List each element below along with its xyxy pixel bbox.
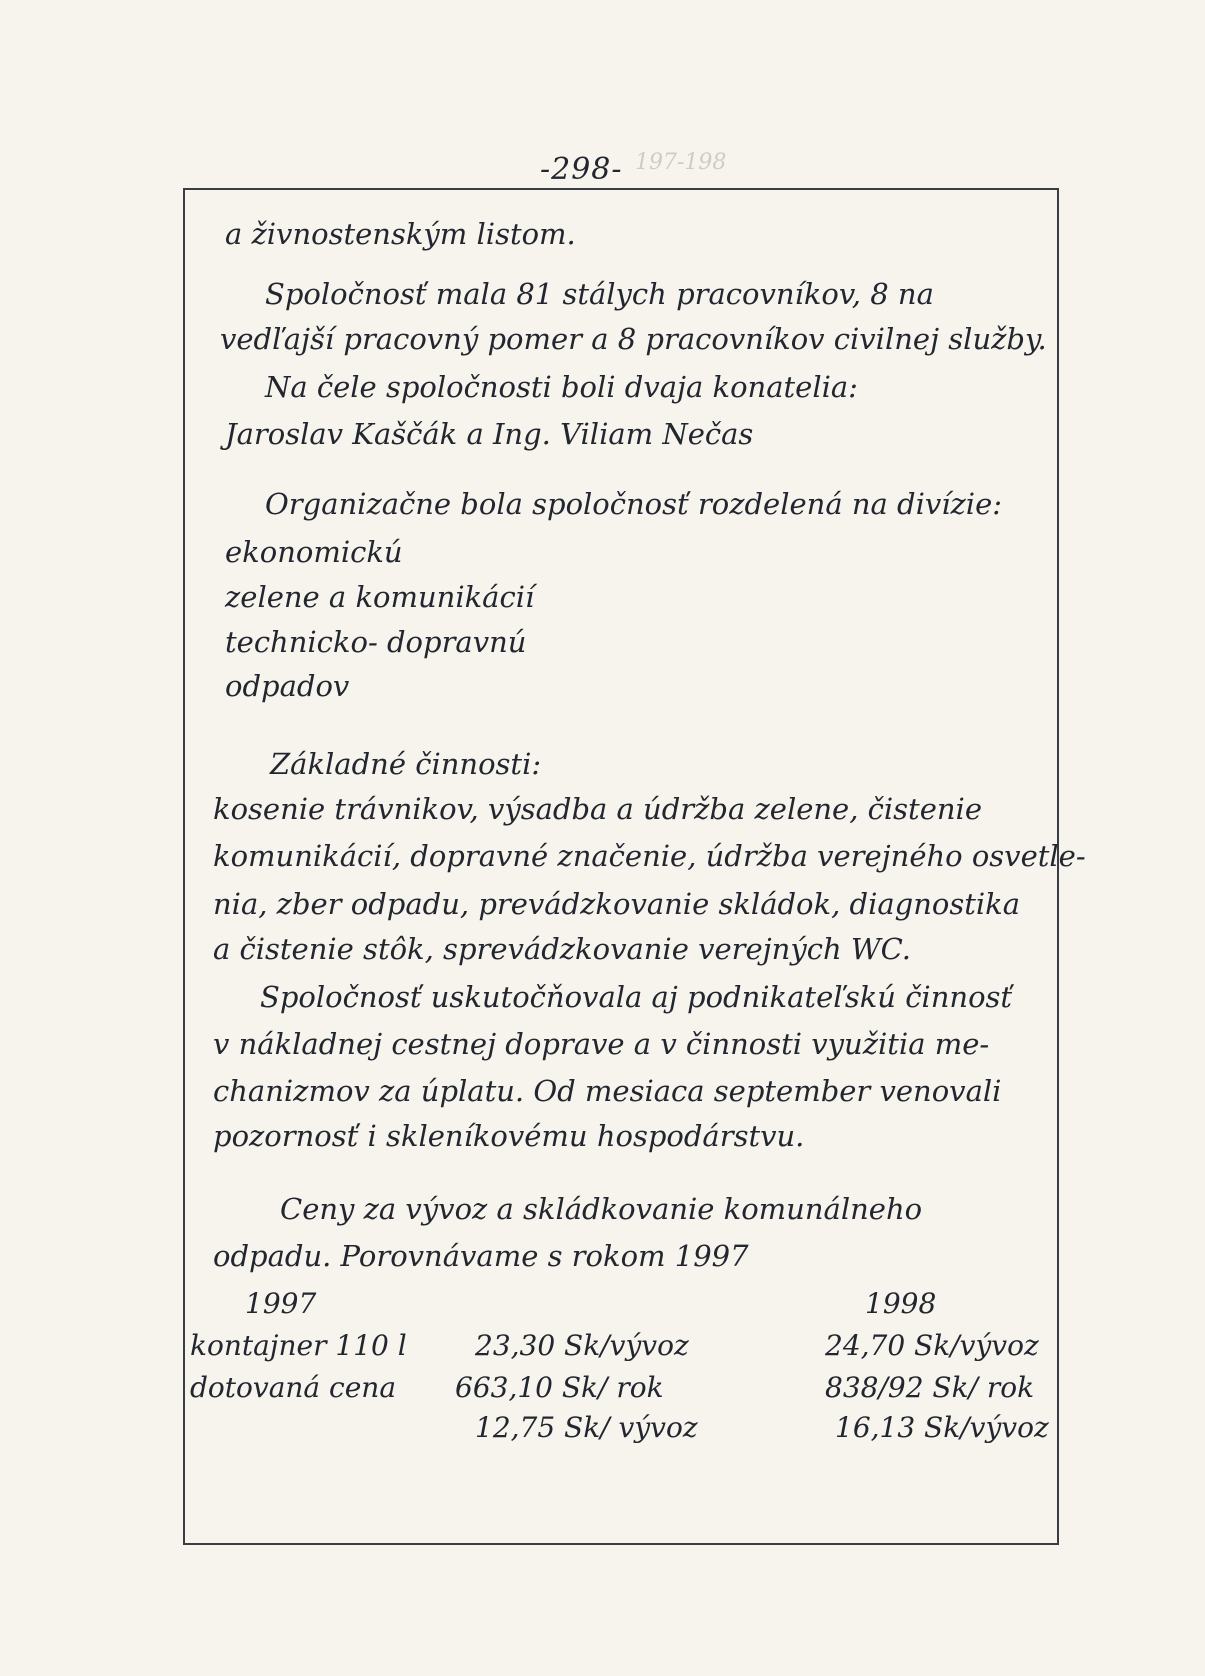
text-line: technicko- dopravnú (225, 625, 527, 659)
text-line: odpadu. Porovnávame s rokom 1997 (213, 1239, 749, 1273)
table-cell-1998: 16,13 Sk/vývoz (835, 1411, 1049, 1444)
text-line: kosenie trávnikov, výsadba a údržba zelene, čistenie (213, 792, 982, 826)
text-line: Základné činnosti: (270, 747, 542, 781)
table-header-1998: 1998 (865, 1287, 937, 1320)
text-line: Na čele spoločnosti boli dvaja konatelia: (265, 370, 858, 404)
text-line: Spoločnosť mala 81 stálych pracovníkov, 8 na (265, 277, 934, 311)
text-line: odpadov (225, 669, 350, 703)
text-line: Spoločnosť uskutočňovala aj podnikateľskú činnosť (260, 980, 1013, 1014)
text-line: Jaroslav Kaščák a Ing. Viliam Nečas (225, 417, 754, 451)
text-line: komunikácií, dopravné značenie, údržba verejného osvetle- (213, 839, 1086, 873)
table-header-1997: 1997 (245, 1287, 317, 1320)
table-row-label: dotovaná cena (190, 1371, 397, 1404)
text-line: Ceny za vývoz a skládkovanie komunálneho (280, 1192, 923, 1226)
page-number: -298- (540, 152, 623, 187)
text-line: pozornosť i skleníkovému hospodárstvu. (213, 1119, 805, 1153)
text-line: a živnostenským listom. (225, 217, 576, 251)
bleed-through-text: 197-198 (635, 150, 727, 175)
table-cell-1997: 23,30 Sk/vývoz (475, 1329, 689, 1362)
text-line: a čistenie stôk, sprevádzkovanie verejných WC. (213, 932, 912, 966)
text-frame (183, 188, 1086, 1545)
text-line: zelene a komunikácií (225, 580, 535, 614)
table-cell-1997: 12,75 Sk/ vývoz (475, 1411, 698, 1444)
table-cell-1998: 838/92 Sk/ rok (825, 1371, 1035, 1404)
text-line: ekonomickú (225, 535, 403, 569)
text-line: vedľajší pracovný pomer a 8 pracovníkov civilnej služby. (220, 322, 1047, 356)
text-line: v nákladnej cestnej doprave a v činnosti využitia me- (213, 1027, 990, 1061)
table-cell-1998: 24,70 Sk/vývoz (825, 1329, 1039, 1362)
text-line: chanizmov za úplatu. Od mesiaca september venovali (213, 1074, 1002, 1108)
text-line: Organizačne bola spoločnosť rozdelená na divízie: (265, 487, 1003, 521)
text-line: nia, zber odpadu, prevádzkovanie skládok, diagnostika (213, 887, 1021, 921)
table-row-label: kontajner 110 l (190, 1329, 407, 1362)
table-cell-1997: 663,10 Sk/ rok (455, 1371, 664, 1404)
